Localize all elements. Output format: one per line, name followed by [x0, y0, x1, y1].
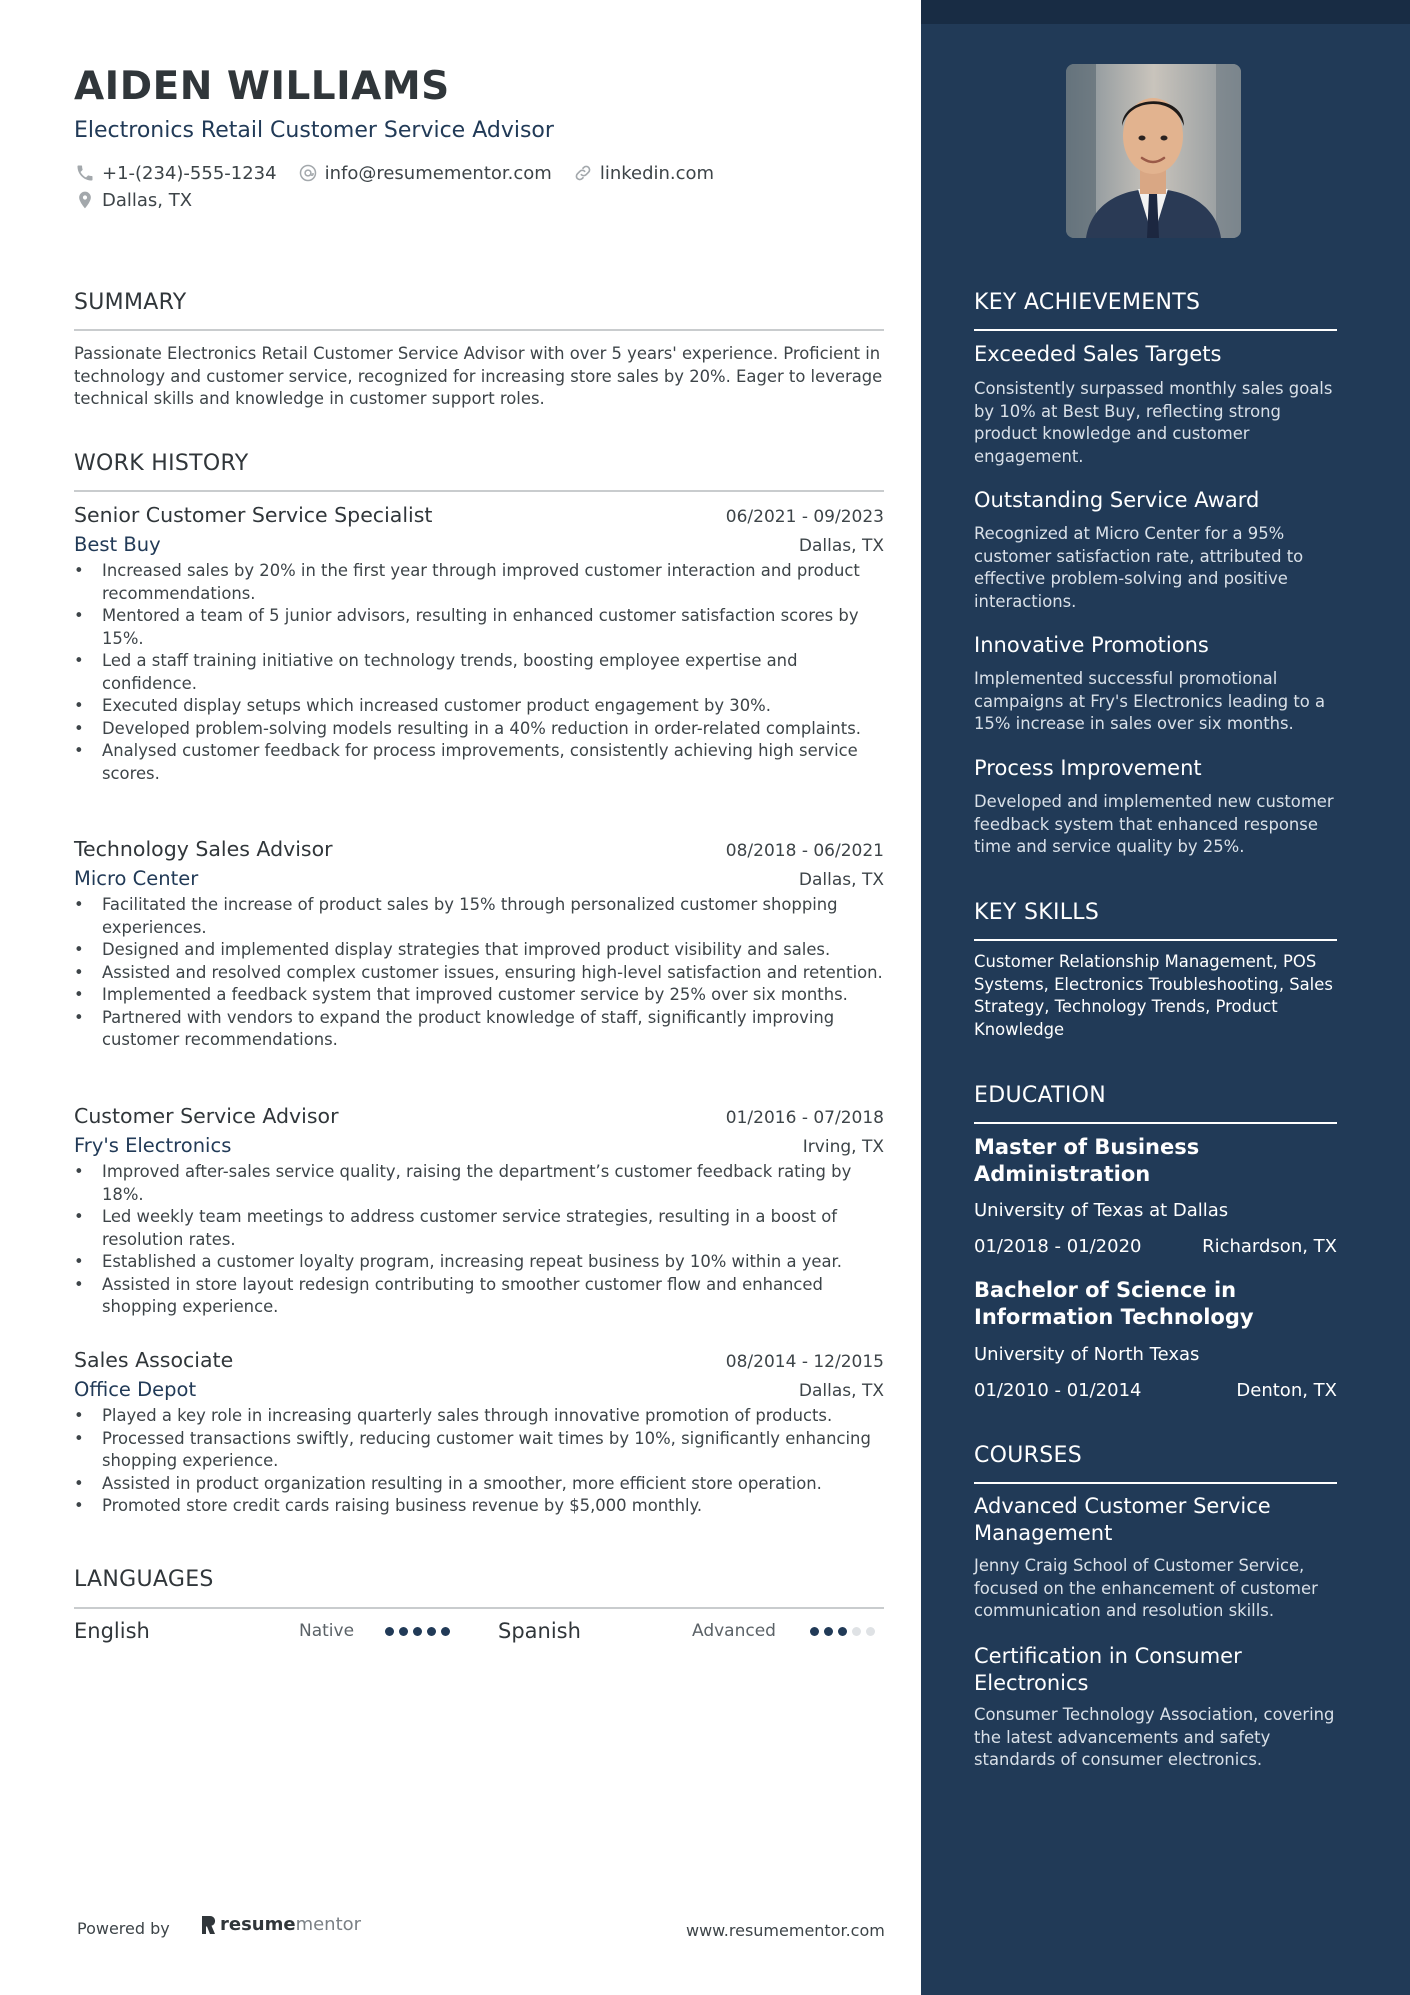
powered-by-label: Powered by: [77, 1919, 170, 1938]
job-company: Micro Center: [74, 867, 199, 890]
education-heading: EDUCATION: [974, 1083, 1107, 1108]
list-item: • Executed display setups which increased customer product engagement by 30%.: [74, 695, 884, 718]
rating-dot: [413, 1627, 422, 1636]
summary-text: Passionate Electronics Retail Customer Service Advisor with over 5 years' experience. Proficient in technology and customer service, recognized for increasing store sales by 20%. Eager to leverage technical skills and knowledge in customer support roles.: [74, 344, 883, 408]
achievements-divider: [974, 329, 1337, 331]
job-location: Dallas, TX: [798, 536, 884, 556]
contact-phone: [74, 162, 277, 184]
achievement-text: Developed and implemented new customer feedback system that enhanced response time and service quality by 25%.: [974, 792, 1334, 856]
job-entry: [74, 1104, 884, 1319]
school-name: University of North Texas: [974, 1344, 1200, 1365]
list-item: • Partnered with vendors to expand the product knowledge of staff, significantly improving customer recommendations.: [74, 1007, 884, 1052]
summary-divider: [74, 329, 884, 331]
achievement-text: Consistently surpassed monthly sales goals by 10% at Best Buy, reflecting strong product knowledge and customer engagement.: [974, 379, 1333, 466]
education-location: Denton, TX: [1236, 1380, 1337, 1401]
education-meta: [974, 1236, 1337, 1257]
course-title: Certification in Consumer Electronics: [974, 1644, 1242, 1695]
work-divider: [74, 490, 884, 492]
job-entry: [74, 837, 884, 1052]
job-bullets: [74, 894, 884, 1052]
list-item: • Facilitated the increase of product sales by 15% through personalized customer shopping experiences.: [74, 894, 884, 939]
school-name: University of Texas at Dallas: [974, 1200, 1229, 1221]
list-item: • Processed transactions swiftly, reducing customer wait times by 10%, significantly enhancing shopping experience.: [74, 1428, 884, 1473]
summary-heading: SUMMARY: [74, 290, 187, 315]
list-item: • Assisted in store layout redesign contributing to smoother customer flow and enhanced shopping experience.: [74, 1274, 884, 1319]
job-dates: 08/2018 - 06/2021: [725, 841, 884, 861]
phone-text: +1-(234)-555-1234: [102, 162, 277, 184]
link-icon: [572, 162, 594, 184]
at-sign-icon: [297, 162, 319, 184]
list-item: • Played a key role in increasing quarterly sales through innovative promotion of products.: [74, 1405, 884, 1428]
logo-mark-icon: [200, 1915, 216, 1935]
language-spanish: [498, 1619, 884, 1643]
languages-heading: LANGUAGES: [74, 1567, 214, 1592]
job-dates: 01/2016 - 07/2018: [725, 1108, 884, 1128]
avatar: [1066, 64, 1241, 238]
job-dates: 08/2014 - 12/2015: [725, 1352, 884, 1372]
job-bullets: [74, 1161, 884, 1319]
list-item: • Established a customer loyalty program, increasing repeat business by 10% within a year.: [74, 1251, 884, 1274]
rating-dot: [385, 1627, 394, 1636]
list-item: • Analysed customer feedback for process improvements, consistently achieving high service scores.: [74, 740, 884, 785]
job-title: Senior Customer Service Specialist: [74, 503, 433, 527]
resumementor-logo[interactable]: [200, 1914, 361, 1935]
job-location: Dallas, TX: [798, 870, 884, 890]
rating-dot: [852, 1627, 861, 1636]
language-name: Spanish: [498, 1619, 581, 1643]
rating-dot: [838, 1627, 847, 1636]
skills-divider: [974, 939, 1337, 941]
job-location: Dallas, TX: [798, 1381, 884, 1401]
candidate-title: Electronics Retail Customer Service Advisor: [74, 118, 554, 143]
rating-dot: [824, 1627, 833, 1636]
course-text: Consumer Technology Association, covering the latest advancements and safety standards of consumer electronics.: [974, 1705, 1335, 1769]
list-item: • Assisted in product organization resulting in a smoother, more efficient store operation.: [74, 1473, 884, 1496]
list-item: • Improved after-sales service quality, raising the department’s customer feedback rating by 18%.: [74, 1161, 884, 1206]
job-company: Fry's Electronics: [74, 1134, 232, 1157]
achievement-title: Process Improvement: [974, 756, 1202, 780]
rating-dot: [441, 1627, 450, 1636]
contact-linkedin[interactable]: [572, 162, 714, 184]
language-level: Advanced: [692, 1621, 776, 1641]
candidate-name: AIDEN WILLIAMS: [74, 64, 450, 109]
course-text: Jenny Craig School of Customer Service, focused on the enhancement of customer communication and resolution skills.: [974, 1556, 1318, 1620]
language-level: Native: [299, 1621, 355, 1641]
footer-url[interactable]: www.resumementor.com: [686, 1921, 885, 1940]
job-title: Technology Sales Advisor: [74, 837, 333, 861]
language-rating: [385, 1627, 455, 1636]
achievement-title: Exceeded Sales Targets: [974, 342, 1222, 366]
degree-title: Master of Business Administration: [974, 1135, 1200, 1186]
email-text: info@resumementor.com: [324, 162, 552, 184]
skills-heading: KEY SKILLS: [974, 900, 1100, 925]
logo-text-bold: resume: [220, 1914, 296, 1935]
linkedin-text: linkedin.com: [599, 162, 715, 184]
list-item: • Developed problem-solving models resulting in a 40% reduction in order-related complaints.: [74, 718, 884, 741]
sidebar-top-bar: [921, 0, 1410, 24]
job-bullets: [74, 560, 884, 785]
logo-text-light: mentor: [295, 1914, 362, 1935]
job-title: Sales Associate: [74, 1348, 234, 1372]
achievement-title: Outstanding Service Award: [974, 488, 1260, 512]
contact-email[interactable]: [297, 162, 552, 184]
list-item: • Led a staff training initiative on technology trends, boosting employee expertise and confidence.: [74, 650, 884, 695]
education-dates: 01/2018 - 01/2020: [974, 1236, 1142, 1257]
rating-dot: [427, 1627, 436, 1636]
language-name: English: [74, 1619, 150, 1643]
profile-photo: [1066, 64, 1241, 238]
job-entry: [74, 1348, 884, 1518]
degree-title: Bachelor of Science in Information Technology: [974, 1278, 1254, 1329]
work-heading: WORK HISTORY: [74, 451, 249, 476]
list-item: • Assisted and resolved complex customer issues, ensuring high-level satisfaction and retention.: [74, 962, 884, 985]
education-meta: [974, 1380, 1337, 1401]
language-rating: [810, 1627, 880, 1636]
language-english: [74, 1619, 460, 1643]
rating-dot: [810, 1627, 819, 1636]
achievements-heading: KEY ACHIEVEMENTS: [974, 290, 1201, 315]
languages-divider: [74, 1607, 884, 1609]
education-dates: 01/2010 - 01/2014: [974, 1380, 1142, 1401]
contact-row: [74, 162, 734, 184]
achievement-text: Implemented successful promotional campaigns at Fry's Electronics leading to a 15% increase in sales over six months.: [974, 669, 1326, 733]
job-company: Best Buy: [74, 533, 161, 556]
achievement-text: Recognized at Micro Center for a 95% customer satisfaction rate, attributed to effective problem-solving and positive interactions.: [974, 524, 1304, 611]
courses-divider: [974, 1482, 1337, 1484]
job-location: Irving, TX: [802, 1137, 884, 1157]
job-bullets: [74, 1405, 884, 1518]
rating-dot: [399, 1627, 408, 1636]
list-item: • Mentored a team of 5 junior advisors, resulting in enhanced customer satisfaction scores by 15%.: [74, 605, 884, 650]
achievement-title: Innovative Promotions: [974, 633, 1209, 657]
location-text: Dallas, TX: [102, 189, 193, 211]
education-location: Richardson, TX: [1202, 1236, 1337, 1257]
skills-text: Customer Relationship Management, POS Systems, Electronics Troubleshooting, Sales Strategy, Technology Trends, Product Knowledge: [974, 952, 1333, 1039]
job-title: Customer Service Advisor: [74, 1104, 339, 1128]
list-item: • Increased sales by 20% in the first year through improved customer interaction and product recommendations.: [74, 560, 884, 605]
rating-dot: [866, 1627, 875, 1636]
job-entry: [74, 503, 884, 785]
contact-location: [74, 189, 192, 211]
list-item: • Led weekly team meetings to address customer service strategies, resulting in a boost of resolution rates.: [74, 1206, 884, 1251]
list-item: • Designed and implemented display strategies that improved product visibility and sales.: [74, 939, 884, 962]
location-pin-icon: [74, 189, 96, 211]
phone-icon: [74, 162, 96, 184]
education-divider: [974, 1122, 1337, 1124]
courses-heading: COURSES: [974, 1443, 1082, 1468]
job-dates: 06/2021 - 09/2023: [725, 507, 884, 527]
job-company: Office Depot: [74, 1378, 197, 1401]
course-title: Advanced Customer Service Management: [974, 1494, 1271, 1545]
list-item: • Promoted store credit cards raising business revenue by $5,000 monthly.: [74, 1495, 884, 1518]
list-item: • Implemented a feedback system that improved customer service by 25% over six months.: [74, 984, 884, 1007]
